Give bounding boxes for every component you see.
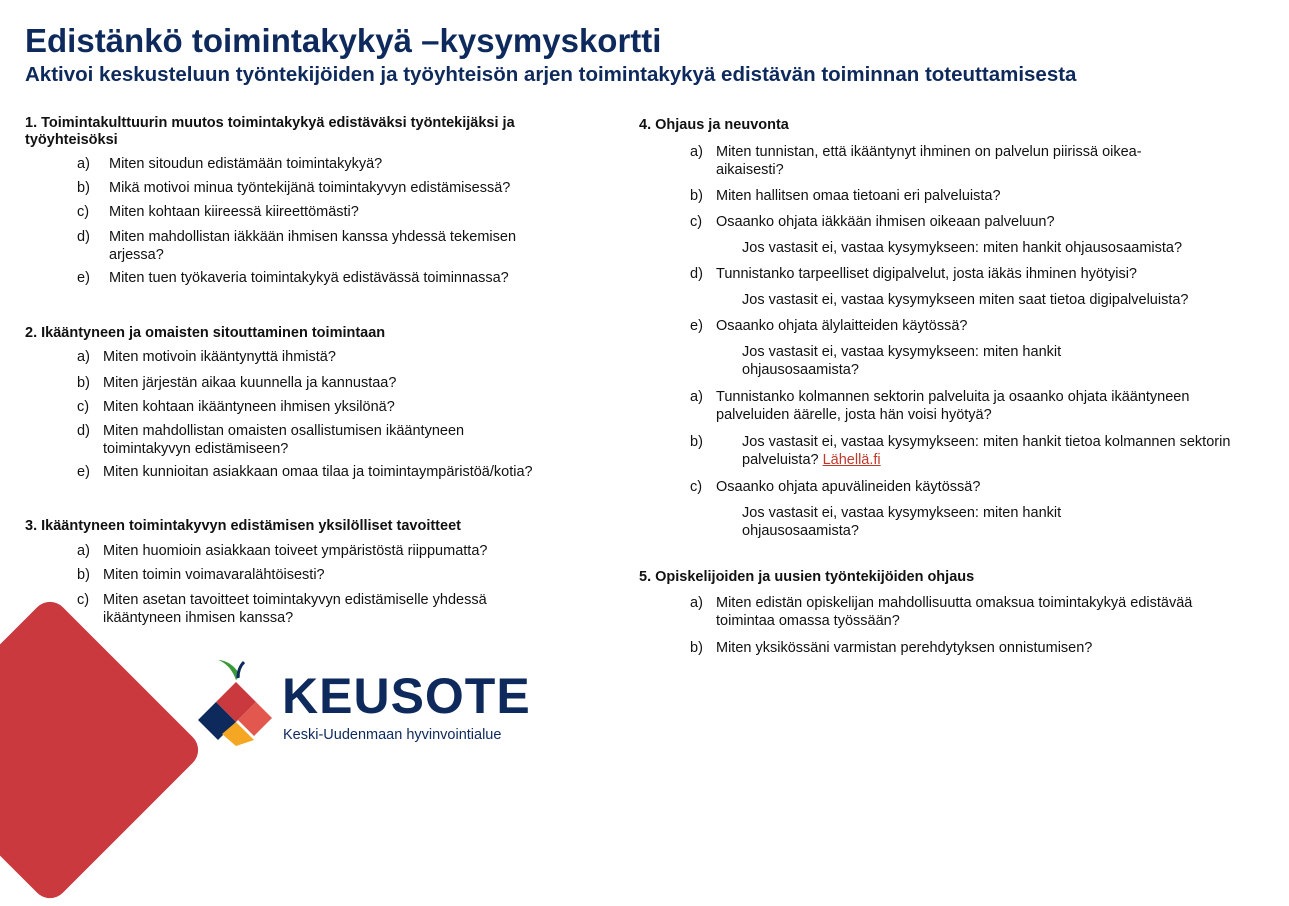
- list-text: Miten edistän opiskelijan mahdollisuutta omaksua toimintakykyä edistävää toimintaa omassa työssään?: [716, 595, 1193, 629]
- brand-tagline: Keski-Uudenmaan hyvinvointialue: [283, 727, 502, 743]
- list-text: Miten yksikössäni varmistan perehdytyksen onnistumisen?: [716, 640, 1093, 656]
- list-item: [77, 542, 587, 560]
- list-item: [690, 478, 1245, 496]
- list-text: Osaanko ohjata älylaitteiden käytössä?: [716, 318, 968, 334]
- list-letter: a): [690, 389, 703, 405]
- list-text: Miten kunnioitan asiakkaan omaa tilaa ja toimintaympäristöä/kotia?: [103, 464, 533, 480]
- list-letter: c): [690, 479, 703, 495]
- list-letter: a): [77, 349, 90, 365]
- list-item: [690, 143, 1245, 179]
- list-item: [77, 179, 587, 197]
- list-letter: c): [77, 399, 90, 415]
- list-letter: e): [77, 270, 90, 286]
- list-item: [77, 398, 587, 416]
- list-letter: b): [690, 188, 703, 204]
- page-subtitle: Aktivoi keskusteluun työntekijöiden ja työyhteisön arjen toimintakykyä edistävän toiminnan toteuttamisesta: [25, 63, 1077, 86]
- list-item: [77, 591, 587, 627]
- decorative-red-shape: [0, 594, 206, 905]
- list-letter: d): [77, 423, 90, 439]
- list-text: Miten asetan tavoitteet toimintakyvyn edistämiselle yhdessä ikääntyneen ihmisen kanssa?: [103, 592, 487, 626]
- list-letter: c): [77, 204, 90, 220]
- list-text: Miten tunnistan, että ikääntynyt ihminen on palvelun piirissä oikea-aikaisesti?: [716, 144, 1142, 178]
- list-text: Osaanko ohjata iäkkään ihmisen oikeaan palveluun?: [716, 214, 1055, 230]
- list-item: [690, 433, 1245, 469]
- brand-name: KEUSOTE: [282, 668, 531, 724]
- list-item: [690, 594, 1245, 630]
- section-2-heading: 2. Ikääntyneen ja omaisten sitouttaminen toimintaan: [25, 325, 386, 341]
- list-item: [77, 422, 587, 458]
- list-item: [77, 566, 587, 584]
- list-item: [77, 463, 587, 481]
- list-letter: d): [690, 266, 703, 282]
- list-letter: a): [77, 543, 90, 559]
- list-item: [77, 203, 587, 221]
- list-text: Miten mahdollistan iäkkään ihmisen kanssa yhdessä tekemisen arjessa?: [109, 229, 517, 263]
- list-item: [690, 187, 1245, 205]
- list-letter: d): [77, 229, 90, 245]
- list-letter: e): [690, 318, 703, 334]
- page-title: Edistänkö toimintakykyä –kysymyskortti: [25, 22, 662, 59]
- list-item: [77, 155, 587, 173]
- list-item: [690, 388, 1245, 424]
- list-letter: c): [77, 592, 90, 608]
- list-text: Tunnistanko tarpeelliset digipalvelut, josta iäkäs ihminen hyötyisi?: [716, 266, 1137, 282]
- follow-up-question: Jos vastasit ei, vastaa kysymykseen miten saat tietoa digipalveluista?: [742, 292, 1189, 308]
- list-text: Miten kohtaan ikääntyneen ihmisen yksilönä?: [103, 399, 395, 415]
- list-letter: b): [77, 180, 90, 196]
- list-text: Miten huomioin asiakkaan toiveet ympäristöstä riippumatta?: [103, 543, 488, 559]
- list-letter: e): [77, 464, 90, 480]
- list-item: [690, 317, 1245, 335]
- list-text: Miten motivoin ikääntynyttä ihmistä?: [103, 349, 336, 365]
- list-text: Osaanko ohjata apuvälineiden käytössä?: [716, 479, 981, 495]
- list-text: Miten tuen työkaveria toimintakykyä edistävässä toiminnassa?: [109, 270, 509, 286]
- list-letter: b): [77, 567, 90, 583]
- list-item: [690, 213, 1245, 231]
- apple-diamond-logo-icon: [196, 658, 276, 748]
- list-item: [77, 374, 587, 392]
- lahella-link[interactable]: Lähellä.fi: [822, 452, 881, 468]
- list-text: Miten hallitsen omaa tietoani eri palveluista?: [716, 188, 1001, 204]
- section-4-heading: 4. Ohjaus ja neuvonta: [639, 117, 789, 133]
- list-item: [690, 639, 1245, 657]
- list-item: [77, 348, 587, 366]
- list-item: [690, 265, 1245, 283]
- list-letter: c): [690, 214, 703, 230]
- list-text: Miten toimin voimavaralähtöisesti?: [103, 567, 325, 583]
- section-1-heading: 1. Toimintakulttuurin muutos toimintakykyä edistäväksi työntekijäksi ja työyhteisöksi: [25, 115, 515, 148]
- list-text: Miten sitoudun edistämään toimintakykyä?: [109, 156, 383, 172]
- list-letter: b): [690, 640, 703, 656]
- follow-up-question: Jos vastasit ei, vastaa kysymykseen: miten hankit ohjausosaamista?: [742, 344, 1062, 378]
- list-text: [742, 433, 1232, 469]
- section-3-heading: 3. Ikääntyneen toimintakyvyn edistämisen yksilölliset tavoitteet: [25, 518, 461, 534]
- list-text: Miten mahdollistan omaisten osallistumisen ikääntyneen toimintakyvyn edistämiseen?: [103, 423, 465, 457]
- list-text: Miten kohtaan kiireessä kiireettömästi?: [109, 204, 359, 220]
- follow-up-question: Jos vastasit ei, vastaa kysymykseen: miten hankit ohjausosaamista?: [742, 240, 1183, 256]
- list-text-body: Jos vastasit ei, vastaa kysymykseen: miten hankit tietoa kolmannen sektorin palveluista?: [742, 434, 1231, 468]
- list-item: [77, 228, 587, 264]
- list-letter: a): [690, 144, 703, 160]
- list-letter: a): [690, 595, 703, 611]
- list-letter: a): [77, 156, 90, 172]
- list-letter: b): [690, 434, 703, 450]
- list-text: Mikä motivoi minua työntekijänä toimintakyvyn edistämisessä?: [109, 180, 511, 196]
- list-text: Tunnistanko kolmannen sektorin palveluita ja osaanko ohjata ikääntyneen palveluiden äärelle, josta hän voisi hyötyä?: [716, 389, 1190, 423]
- list-text: Miten järjestän aikaa kuunnella ja kannustaa?: [103, 375, 397, 391]
- list-item: [77, 269, 587, 287]
- follow-up-question: Jos vastasit ei, vastaa kysymykseen: miten hankit ohjausosaamista?: [742, 505, 1062, 539]
- list-letter: b): [77, 375, 90, 391]
- section-5-heading: 5. Opiskelijoiden ja uusien työntekijöiden ohjaus: [639, 569, 975, 585]
